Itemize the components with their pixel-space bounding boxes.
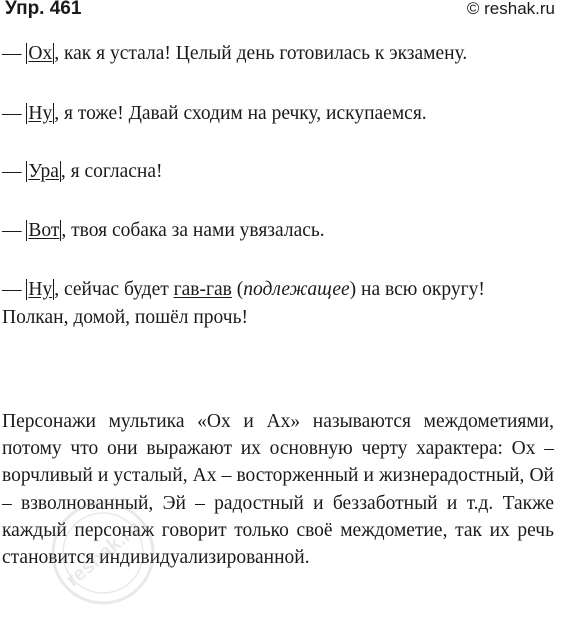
dialogue-line-3 [2,158,163,185]
dash: — [2,103,27,124]
watermark-text: reshak.ru [62,516,146,592]
interjection-nu: Ну [28,279,53,300]
interjection-vot: Вот [28,220,60,241]
paren-close: ) на всю округу! [349,279,485,300]
site-credit: © reshak.ru [466,0,555,18]
line-text: , сейчас будет [54,279,174,300]
header [3,0,556,24]
dialogue-line-1 [2,40,467,67]
interjection-nu: Ну [28,103,53,124]
subject-gav-gav: гав-гав [173,279,232,300]
interjection-ura: Ура [28,161,59,182]
dialogue-line-5 [2,276,485,303]
line-text: , я тоже! Давай сходим на речку, искупаемся. [54,103,427,124]
dialogue-line-6 [2,304,248,331]
exercise-title: Упр. 461 [5,0,82,19]
line-text: , как я устала! Целый день готовилась к экзамену. [54,43,468,64]
line-text: Полкан, домой, пошёл прочь! [2,307,248,328]
dash: — [2,161,27,182]
line-text: , твоя собака за нами увязалась. [61,220,325,241]
dialogue-line-4 [2,217,325,244]
dash: — [2,220,27,241]
dash: — [2,279,27,300]
paren-open: ( [231,279,244,300]
dash: — [2,43,27,64]
explanation-paragraph [2,408,554,571]
line-text: , я согласна! [60,161,163,182]
interjection-oh: Ох [28,43,53,64]
paragraph-text: Персонажи мультика «Ох и Ах» называются междометиями, потому что они выражают их основную черту характера: Ох – ворчливый и усталый, Ах – восторженный и жизнерадостный, Ой – взволнованный, Эй – радостный и беззаботный и т.д. Также каждый персонаж говорит только своё междометие, так их речь становится индивидуализированной. [2,411,554,569]
dialogue-line-2 [2,100,427,127]
subject-note: подлежащее [243,279,350,300]
